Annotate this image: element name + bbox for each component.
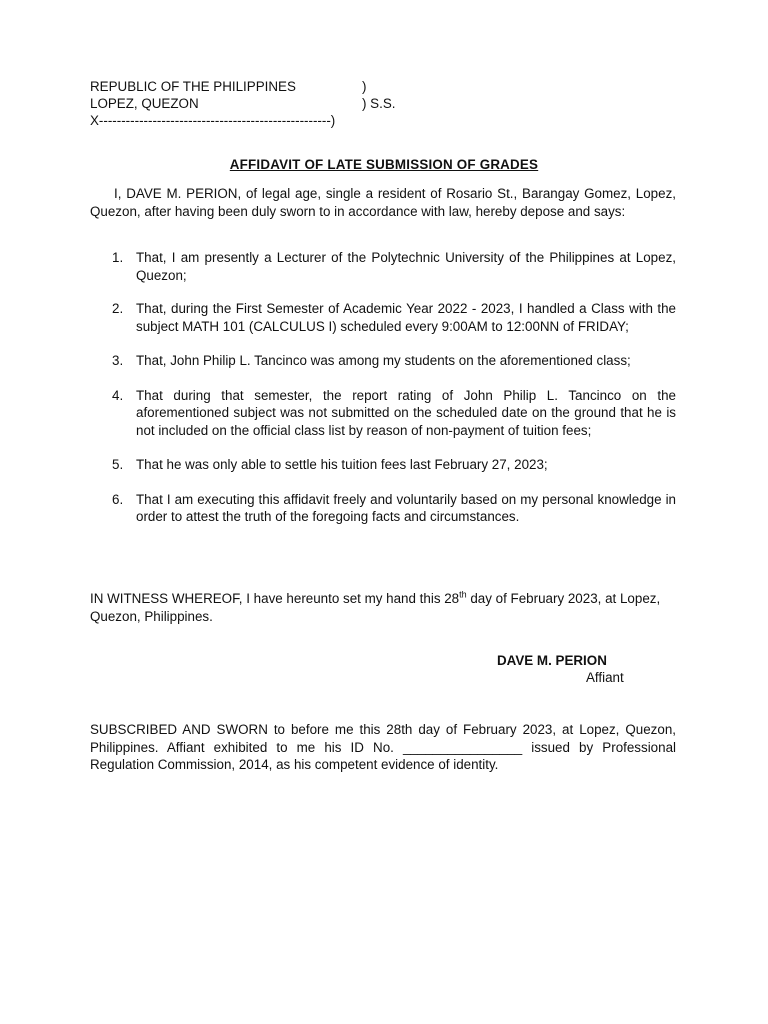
jurat-paragraph: SUBSCRIBED AND SWORN to before me this 28th day of February 2023, at Lopez, Quezon, Philippines. Affiant exhibited to me his ID No. ________________ issued by Professional Regulation Commission, 2014, as his competent evidence of identity.: [90, 722, 676, 772]
statement-list: [90, 249, 676, 526]
venue-republic: REPUBLIC OF THE PHILIPPINES: [90, 79, 296, 94]
venue-block: [90, 78, 396, 129]
statement-item: [90, 300, 676, 335]
statement-text: That he was only able to settle his tuition fees last February 27, 2023;: [136, 457, 548, 472]
venue-row-separator: [90, 112, 335, 129]
statement-item: [90, 249, 676, 284]
statement-number: 5.: [112, 457, 124, 472]
witness-clause: [90, 590, 680, 625]
affiant-label: Affiant: [586, 670, 624, 685]
venue-row-republic: [90, 78, 367, 95]
venue-ss-mark: ) S.S.: [362, 96, 396, 111]
venue-republic-mark: ): [362, 79, 367, 94]
statement-item: [90, 456, 676, 474]
witness-text-end: day of February 2023, at Lopez, Quezon, Philippines.: [90, 591, 661, 624]
statement-number: 3.: [112, 353, 124, 368]
witness-ordinal-suffix: th: [459, 589, 467, 600]
venue-row-lopez: [90, 95, 396, 112]
witness-text-start: IN WITNESS WHEREOF, I have hereunto set my hand this 28: [90, 591, 460, 606]
statement-number: 6.: [112, 491, 124, 507]
statement-number: 1.: [112, 250, 124, 265]
statement-text: That I am executing this affidavit freely and voluntarily based on my personal knowledge in order to attest the truth of the foregoing facts and circumstances.: [136, 491, 676, 524]
statement-number: 2.: [112, 301, 124, 316]
document-title: AFFIDAVIT OF LATE SUBMISSION OF GRADES: [229, 157, 539, 172]
statement-text: That, I am presently a Lecturer of the Polytechnic University of the Philippines at Lopez, Quezon;: [136, 250, 676, 283]
statement-number: 4.: [112, 387, 124, 403]
statement-text: That, John Philip L. Tancinco was among my students on the aforementioned class;: [136, 353, 631, 368]
statement-text: That during that semester, the report rating of John Philip L. Tancinco on the aforementioned subject was not submitted on the scheduled date on the ground that he is not included on the official class list by reason of non-payment of tuition fees;: [136, 387, 676, 438]
statement-item: [90, 491, 676, 526]
venue-separator: X----------------------------------------------------): [90, 113, 336, 128]
affiant-name: DAVE M. PERION: [497, 653, 607, 668]
statement-item: [90, 352, 676, 370]
venue-lopez: LOPEZ, QUEZON: [90, 96, 199, 111]
intro-paragraph: I, DAVE M. PERION, of legal age, single a resident of Rosario St., Barangay Gomez, Lopez, Quezon, after having been duly sworn to in accordance with law, hereby depose and says:: [90, 186, 676, 219]
statement-item: [90, 387, 676, 440]
statement-text: That, during the First Semester of Academic Year 2022 - 2023, I handled a Class with the subject MATH 101 (CALCULUS I) scheduled every 9:00AM to 12:00NN of FRIDAY;: [136, 301, 676, 334]
